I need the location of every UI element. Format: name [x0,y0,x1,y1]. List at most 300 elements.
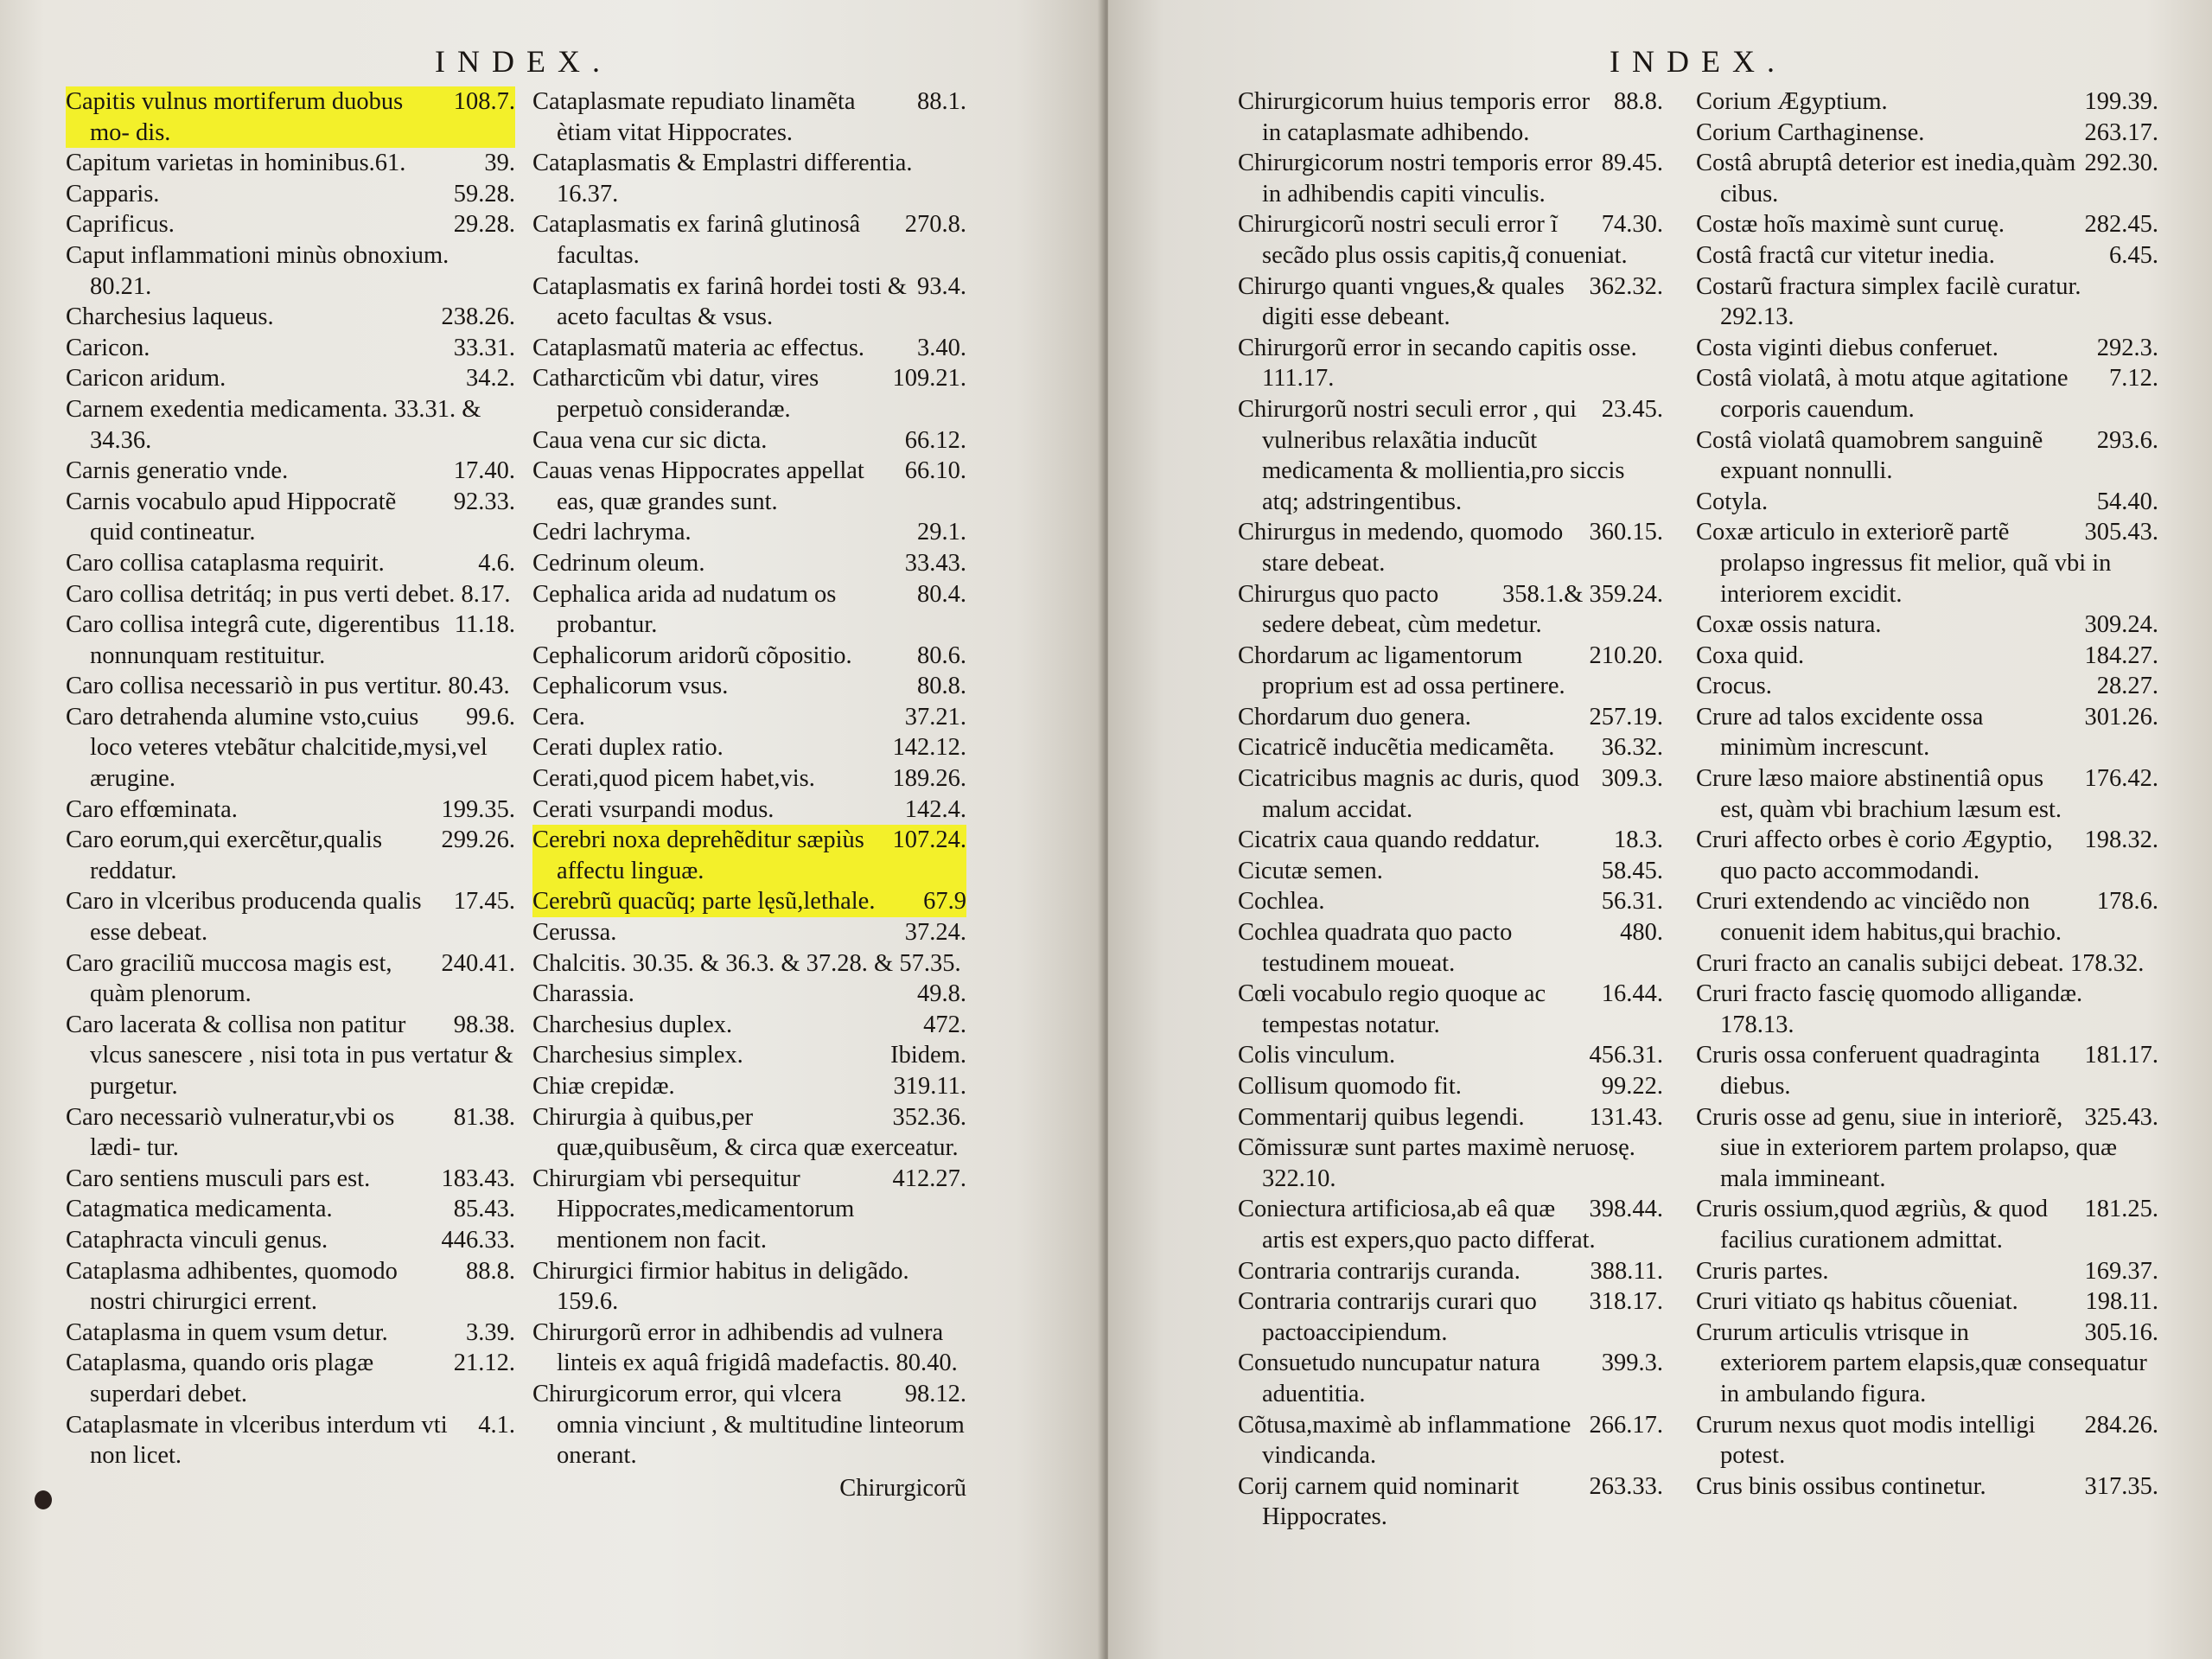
index-entry-reference: 16.44. [1601,980,1663,1008]
index-entry-reference: 92.33. [453,488,515,515]
index-entry-text: Cicatricẽ inducẽtia medicamẽta. [1238,734,1555,762]
index-entry-text: Corium Carthaginense. [1696,118,1925,146]
index-entry-reference: 270.8. [904,211,966,239]
index-entry [66,179,515,210]
index-entry-reference: 58.45. [1601,857,1663,884]
index-entry-text: Chirurgorũ nostri seculi error , qui vulneribus relaxãtia inducũt medicamenta & mollientia,pro siccis atq; adstringentibus. [1238,395,1625,515]
index-entry [1696,1194,2158,1255]
index-entry [1696,1318,2158,1410]
index-entry [66,794,515,826]
index-entry-text: Caro necessariò vulneratur,vbi os lædi- tur. [66,1103,395,1162]
index-entry-reference: 7.12. [2109,365,2158,392]
index-entry [1696,825,2158,886]
index-entry-reference: 88.8. [466,1257,515,1285]
index-entry [532,979,966,1010]
index-entry-text: Caro in vlceribus producenda qualis esse debeat. [66,888,422,947]
index-entry-text: Caro lacerata & collisa non patitur vlcus sanescere , nisi tota in pus vertatur & purgetur. [66,1011,513,1100]
index-entry [66,302,515,333]
index-entry-reference: 37.24. [904,919,966,947]
index-entry [66,209,515,240]
index-entry [532,456,966,517]
index-entry-reference: 362.32. [1589,272,1663,300]
index-entry-reference: 446.33. [441,1226,515,1254]
index-entry [1696,979,2158,1040]
index-entry-text: Cephalica arida ad nudatum os probantur. [532,580,837,639]
index-entry-reference: 412.27. [892,1164,966,1192]
index-entry [1696,641,2158,672]
index-entry-reference: 88.1. [917,88,966,115]
index-entry-text: Chirurgiam vbi persequitur Hippocrates,medicamentorum mentionem non facit. [532,1164,855,1254]
index-entry-text: Chirurgus in medendo, quomodo stare debeat. [1238,519,1564,577]
running-head-right: INDEX. [1610,44,1787,79]
index-entry [1238,732,1663,763]
index-entry [1696,702,2158,763]
index-entry-text: Chirurgicorum nostri temporis error in adhibendis capiti vinculis. [1238,150,1593,207]
index-entry-text: Cruri fracto an canalis subijci debeat. 178.32. [1696,949,2145,977]
index-entry-reference: 176.42. [2084,765,2158,793]
index-entry-reference: 257.19. [1589,703,1663,731]
index-entry-reference: 81.38. [453,1103,515,1131]
index-entry-text: Cruris partes. [1696,1257,1829,1285]
right-page [1108,0,2212,1659]
index-entry-text: Crocus. [1696,673,1772,700]
index-entry [532,641,966,672]
index-entry-reference: 4.1. [478,1411,515,1439]
index-entry [532,948,966,979]
index-entry [1696,118,2158,149]
index-entry-reference: 36.32. [1601,734,1663,762]
index-entry [66,1194,515,1225]
index-entry-text: Capitis vulnus mortiferum duobus mo- dis. [66,86,515,148]
index-entry-text: Cataplasma adhibentes, quomodo nostri chirurgici errent. [66,1257,398,1316]
index-entry [1696,240,2158,271]
index-entry-text: Costâ fractâ cur vitetur inedia. [1696,241,1995,269]
index-entry [66,948,515,1010]
index-entry-reference: 319.11. [893,1073,966,1100]
index-entry-reference: 199.35. [441,795,515,823]
index-entry-text: Coniectura artificiosa,ab eâ quæ artis est expers,quo pacto differat. [1238,1196,1596,1254]
index-entry-reference: 49.8. [917,980,966,1008]
index-entry [1696,1102,2158,1195]
index-entry-reference: 56.31. [1601,888,1663,916]
index-entry [532,363,966,424]
index-entry-text: Cataplasma, quando oris plagæ superdari debet. [66,1350,374,1407]
index-entry [532,1164,966,1256]
index-entry [66,579,515,610]
index-entry-text: Chirurgicorũ nostri seculi error ĩ secãdo plus ossis capitis,q̃ conueniat. [1238,211,1628,269]
index-entry-text: Cauas venas Hippocrates appellat eas, quæ grandes sunt. [532,457,864,515]
index-entry-text: Cerebri noxa deprehẽditur sæpiùs affectu linguæ. [532,825,966,886]
index-entry [532,1071,966,1102]
index-entry-reference: 388.11. [1590,1257,1663,1285]
index-entry-text: Cera. [532,703,585,731]
index-entry [532,886,966,917]
index-entry [1238,1410,1663,1471]
index-entry [1238,517,1663,578]
index-entry [66,240,515,302]
index-entry-text: Chordarum ac ligamentorum proprium est ad ossa pertinere. [1238,641,1565,700]
index-entry-text: Caro collisa necessariò in pus vertitur. 80.43. [66,673,510,700]
index-entry-reference: 284.26. [2084,1411,2158,1439]
index-entry-reference: 142.4. [904,795,966,823]
index-entry-reference: 99.6. [466,703,515,731]
index-entry-text: Caro collisa detritáq; in pus verti debet. 8.17. [66,580,511,608]
index-entry [1696,1286,2158,1318]
index-entry-text: Chirurgia à quibus,per quæ,quibusẽum, & circa quæ exerceatur. [532,1103,959,1162]
index-entry-text: Caput inflammationi minùs obnoxium. 80.21. [66,241,449,300]
index-entry-text: Cõtusa,maximè ab inflammatione vindicanda. [1238,1411,1571,1470]
index-entry-text: Chirurgici firmior habitus in deligãdo. 159.6. [532,1257,909,1316]
index-entry [66,456,515,487]
index-entry [1696,209,2158,240]
index-entry-text: Chordarum duo genera. [1238,703,1471,731]
index-entry [66,86,515,148]
index-entry-text: Chirurgorũ error in adhibendis ad vulnera linteis ex aquâ frigidâ madefactis. 80.40. [532,1318,958,1377]
index-entry-text: Cruris ossa conferuent quadraginta diebus. [1696,1042,2041,1100]
index-entry-reference: 184.27. [2084,641,2158,669]
index-entry-text: Charchesius simplex. [532,1042,743,1069]
index-entry-text: Carnis vocabulo apud Hippocratẽ quid contineatur. [66,488,397,546]
index-entry-text: Charchesius duplex. [532,1011,733,1038]
index-entry [1238,1348,1663,1409]
index-entry-reference: 480. [1620,919,1663,947]
index-entry-text: Coxæ ossis natura. [1696,611,1882,639]
index-entry-reference: 33.43. [904,549,966,577]
index-entry-reference: 317.35. [2084,1472,2158,1500]
index-entry-reference: 88.8. [1614,88,1663,115]
index-entry-text: Caro collisa integrâ cute, digerentibus nonnunquam restituitur. [66,611,440,669]
index-entry [1238,394,1663,517]
index-entry-reference: 74.30. [1601,211,1663,239]
running-head-left: INDEX. [435,44,612,79]
index-entry-reference: 66.10. [904,457,966,485]
index-entry [66,609,515,671]
index-entry-text: Chalcitis. 30.35. & 36.3. & 37.28. & 57.35. [532,949,961,977]
index-entry [1696,886,2158,948]
index-entry [66,1010,515,1102]
index-entry-text: Caricon aridum. [66,365,226,392]
index-entry [1696,363,2158,424]
index-entry-text: Chirurgus quo pacto sedere debeat, cùm medetur. [1238,580,1542,639]
index-entry [532,917,966,948]
index-entry-text: Capitum varietas in hominibus.61. [66,150,406,177]
index-entry [532,702,966,733]
index-entry [532,333,966,364]
index-entry-text: Collisum quomodo fit. [1238,1073,1462,1100]
index-entry-reference: 169.37. [2084,1257,2158,1285]
index-entry-reference: 210.20. [1589,641,1663,669]
index-entry-reference: 472. [923,1011,966,1038]
index-entry [66,148,515,179]
index-entry [1238,333,1663,394]
index-entry [532,1102,966,1164]
index-entry-reference: 199.39. [2084,88,2158,115]
left-page [0,0,1105,1659]
index-entry [532,732,966,763]
index-entry [1696,1256,2158,1287]
index-entry [66,702,515,794]
index-entry-text: Chirurgo quanti vngues,& quales digiti esse debeant. [1238,272,1565,331]
index-entry-reference: 263.33. [1589,1472,1663,1500]
index-entry-reference: 358.1.& 359.24. [1501,580,1663,608]
index-entry-text: Crure læso maiore abstinentiâ opus est, quàm vbi brachium læsum est. [1696,765,2062,823]
index-entry-text: Consuetudo nuncupatur natura aduentitia. [1238,1350,1540,1407]
index-entry [1696,86,2158,118]
index-entry-text: Cerussa. [532,919,617,947]
index-entry [532,517,966,548]
index-entry-reference: 28.27. [2096,673,2158,700]
index-entry-text: Chirurgorũ error in secando capitis osse. 111.17. [1238,334,1637,392]
index-entry-text: Charassia. [532,980,634,1008]
index-entry-reference: 6.45. [2109,241,2158,269]
index-entry-reference: 198.11. [2085,1288,2158,1316]
index-entry-text: Cicatricibus magnis ac duris, quod malum accidat. [1238,765,1579,823]
index-entry-reference: 18.3. [1614,826,1663,854]
index-entry-reference: 17.40. [453,457,515,485]
index-entry [532,763,966,794]
index-entry-text: Cataplasmatis ex farinâ hordei tosti & aceto facultas & vsus. [532,272,907,331]
index-entry [1238,1256,1663,1287]
index-entry [66,487,515,548]
index-entry-text: Catagmatica medicamenta. [66,1196,333,1223]
index-column-left-2 [532,86,966,1503]
index-entry-reference: 301.26. [2084,703,2158,731]
index-entry-text: Cruri vitiato qs habitus cõueniat. [1696,1288,2018,1316]
ink-blot [35,1490,52,1509]
index-entry-text: Cataplasmatis ex farinâ glutinosâ facultas. [532,211,861,269]
index-entry-text: Corij carnem quid nominarit Hippocrates. [1238,1472,1520,1531]
index-entry-text: Cedri lachryma. [532,519,692,546]
index-entry [66,1256,515,1318]
index-entry-text: Cedrinum oleum. [532,549,705,577]
index-entry-reference: 11.18. [454,611,515,639]
index-entry-reference: 299.26. [441,826,515,854]
index-entry [532,825,966,886]
index-entry [1696,148,2158,209]
index-column-right-1 [1238,86,1663,1533]
index-entry-reference: 309.24. [2084,611,2158,639]
index-entry [532,86,966,148]
index-entry [1238,1471,1663,1533]
index-entry [1238,886,1663,917]
index-entry [66,363,515,394]
index-entry-text: Caro eorum,qui exercẽtur,qualis reddatur. [66,826,383,884]
index-entry-text: Cataplasmatis & Emplastri differentia. 16.37. [532,150,913,207]
index-entry-text: Cerati duplex ratio. [532,734,724,762]
index-entry-text: Cruri fracto fascię quomodo alligandæ. 178.13. [1696,980,2083,1038]
index-entry [1238,1040,1663,1071]
index-entry-reference: 309.3. [1601,765,1663,793]
index-entry [532,1040,966,1071]
index-entry-reference: Ibidem. [890,1042,966,1069]
index-entry-text: Cicatrix caua quando reddatur. [1238,826,1540,854]
index-entry-text: Corium Ægyptium. [1696,88,1888,115]
index-entry-reference: 325.43. [2084,1103,2158,1131]
index-entry [1696,609,2158,641]
index-entry-reference: 142.12. [892,734,966,762]
index-entry [1696,1471,2158,1503]
index-entry-text: Caua vena cur sic dicta. [532,426,768,454]
index-entry-text: Cruri affecto orbes è corio Ægyptio, quo pacto accommodandi. [1696,826,2053,884]
index-entry-reference: 183.43. [441,1164,515,1192]
index-entry [1238,979,1663,1040]
index-entry-reference: 293.6. [2096,426,2158,454]
index-entry-reference: 17.45. [453,888,515,916]
index-entry-reference: 456.31. [1589,1042,1663,1069]
index-entry [66,1164,515,1195]
index-entry-text: Costâ violatâ, à motu atque agitatione corporis cauendum. [1696,365,2069,423]
index-entry [532,579,966,641]
index-entry [1238,1071,1663,1102]
index-entry-reference: 23.45. [1601,395,1663,423]
index-entry-text: Caprificus. [66,211,175,239]
index-entry-text: Chirurgicorum error, qui vlcera omnia vinciunt , & multitudine linteorum onerant. [532,1380,965,1470]
index-entry-reference: 54.40. [2096,488,2158,515]
index-entry-reference: 67.9 [923,886,966,917]
index-entry-reference: 131.43. [1589,1103,1663,1131]
index-entry-reference: 93.4. [917,272,966,300]
index-entry-reference: 318.17. [1589,1288,1663,1316]
index-entry-text: Cochlea. [1238,888,1325,916]
index-entry [66,548,515,579]
index-entry-reference: 305.16. [2084,1318,2158,1346]
index-entry [1238,1133,1663,1194]
index-entry [66,394,515,456]
index-entry [532,671,966,702]
index-entry-text: Chiæ crepidæ. [532,1073,675,1100]
index-entry-reference: 399.3. [1601,1350,1663,1377]
index-entry [1238,917,1663,979]
index-entry-reference: 80.4. [917,580,966,608]
index-entry [1238,763,1663,825]
index-entry [1238,641,1663,702]
index-entry-text: Carnis generatio vnde. [66,457,289,485]
index-entry-reference: 240.41. [441,949,515,977]
index-entry-text: Caro effœminata. [66,795,238,823]
index-entry-reference: 360.15. [1589,519,1663,546]
index-entry-text: Cruri extendendo ac vinciẽdo non conuenit idem habitus,qui brachio. [1696,888,2062,947]
index-entry-text: Cataplasmate in vlceribus interdum vti non licet. [66,1411,448,1470]
index-entry-reference: 59.28. [453,180,515,207]
index-entry-reference: 181.25. [2084,1196,2158,1223]
index-entry [1238,856,1663,887]
index-entry-reference: 66.12. [904,426,966,454]
index-entry [1238,148,1663,209]
index-entry-reference: 352.36. [892,1103,966,1131]
index-entry-reference: 263.17. [2084,118,2158,146]
index-entry-text: Caro collisa cataplasma requirit. [66,549,385,577]
index-entry-reference: 107.24. [893,825,967,856]
index-entry [66,825,515,886]
index-entry-reference: 3.39. [466,1318,515,1346]
index-entry-reference: 3.40. [917,334,966,361]
index-entry-text: Cõmissuræ sunt partes maximè neruosę. 322.10. [1238,1134,1635,1192]
index-entry-text: Cicutæ semen. [1238,857,1383,884]
index-entry-text: Caro sentiens musculi pars est. [66,1164,371,1192]
index-entry-reference: 98.38. [453,1011,515,1038]
index-entry-text: Cataplasmatũ materia ac effectus. [532,334,865,361]
index-column-left-1 [66,86,515,1471]
index-entry-text: Cerebrũ quacũq; parte lęsũ,lethale. [532,886,966,917]
index-entry [1696,487,2158,518]
index-entry-text: Cotyla. [1696,488,1769,515]
index-entry-reference: 21.12. [453,1350,515,1377]
index-entry [66,1410,515,1471]
index-entry-reference: 29.1. [917,519,966,546]
index-entry [1238,702,1663,733]
index-entry-text: Coxa quid. [1696,641,1805,669]
index-entry [1238,209,1663,271]
index-entry [1238,579,1663,641]
index-entry [532,1256,966,1318]
index-entry [66,333,515,364]
index-entry-reference: 99.22. [1601,1073,1663,1100]
index-entry [1238,825,1663,856]
index-entry [1696,271,2158,333]
index-entry-text: Capparis. [66,180,160,207]
index-entry-text: Cruris ossium,quod ægriùs, & quod facilius curationem admittat. [1696,1196,2048,1254]
index-entry-text: Cataphracta vinculi genus. [66,1226,328,1254]
index-entry-text: Commentarij quibus legendi. [1238,1103,1525,1131]
index-entry [532,1379,966,1471]
index-entry [1696,671,2158,702]
index-entry [1238,1102,1663,1133]
index-entry-text: Costarũ fractura simplex facilè curatur. 292.13. [1696,272,2081,331]
index-entry-reference: 108.7. [454,86,515,118]
index-entry-text: Contraria contrarijs curari quo pactoaccipiendum. [1238,1288,1537,1346]
index-entry-text: Cephalicorum aridorũ cõpositio. [532,641,852,669]
index-entry [66,1225,515,1256]
index-entry [532,794,966,826]
index-entry-text: Cerati,quod picem habet,vis. [532,765,815,793]
index-entry-reference: 181.17. [2084,1042,2158,1069]
index-entry-text: Costa viginti diebus conferuet. [1696,334,1998,361]
index-entry [1696,517,2158,609]
index-entry [66,1318,515,1349]
index-entry-text: Cochlea quadrata quo pacto testudinem moueat. [1238,919,1513,977]
index-entry-text: Caro detrahenda alumine vsto,cuius loco veteres vtebãtur chalcitide,mysi,vel ærugine. [66,703,488,793]
index-entry-reference: 292.3. [2096,334,2158,361]
index-entry-text: Costâ violatâ quamobrem sanguinẽ expuant nonnulli. [1696,426,2043,485]
index-entry [532,1010,966,1041]
index-entry [1238,1194,1663,1255]
index-entry-text: Costâ abruptâ deterior est inedia,quàm cibus. [1696,150,2076,207]
index-entry-reference: 292.30. [2084,150,2158,177]
index-entry-text: Crus binis ossibus continetur. [1696,1472,1986,1500]
index-entry-reference: 80.6. [917,641,966,669]
index-entry [532,148,966,209]
index-entry-text: Coxæ articulo in exteriorẽ partẽ prolapso ingressus fit melior, quã vbi in interiorem excidit. [1696,519,2112,608]
index-entry-text: Crurum nexus quot modis intelligi potest. [1696,1411,2036,1470]
index-entry [532,548,966,579]
index-entry [1696,1040,2158,1101]
index-entry-reference: 98.12. [904,1380,966,1407]
index-entry [1696,1410,2158,1471]
index-entry-reference: 282.45. [2084,211,2158,239]
index-entry [1696,425,2158,487]
index-entry-text: Carnem exedentia medicamenta. 33.31. & 34.36. [66,395,481,454]
index-entry-reference: 33.31. [453,334,515,361]
index-entry-text: Chirurgicorum huius temporis error in cataplasmate adhibendo. [1238,88,1590,146]
index-entry-reference: 398.44. [1589,1196,1663,1223]
index-entry [532,271,966,333]
index-entry-text: Caricon. [66,334,150,361]
index-entry-text: Cataplasmate repudiato linamẽta ètiam vitat Hippocrates. [532,88,856,146]
index-entry-text: Cephalicorum vsus. [532,673,729,700]
index-entry-reference: 178.6. [2096,888,2158,916]
index-entry-reference: 198.32. [2084,826,2158,854]
index-entry-reference: 109.21. [892,365,966,392]
